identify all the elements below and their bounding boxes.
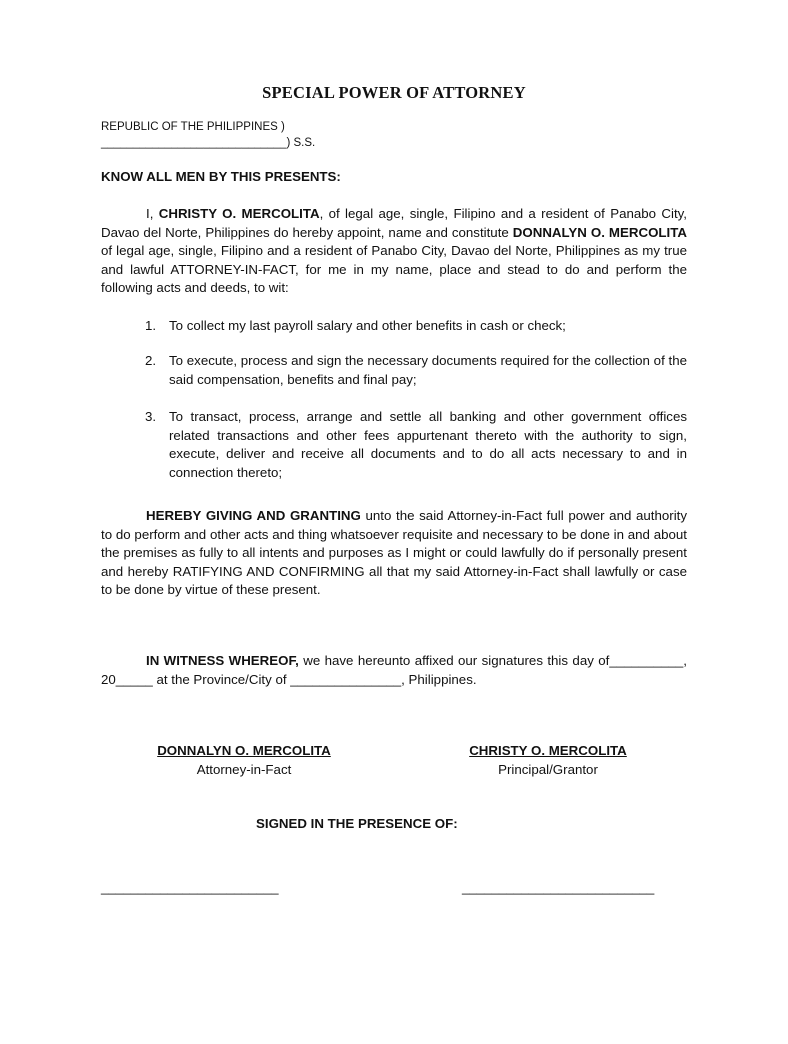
list-item-text: To collect my last payroll salary and other benefits in cash or check;: [169, 318, 566, 333]
witness-paragraph: [101, 652, 687, 689]
signatory-name: CHRISTY O. MERCOLITA: [469, 743, 627, 758]
signature-block-attorney: [104, 742, 384, 779]
venue-ss: _____________________________) S.S.: [101, 137, 316, 149]
attorney-name: DONNALYN O. MERCOLITA: [512, 224, 687, 240]
venue-republic: REPUBLIC OF THE PHILIPPINES ): [101, 121, 285, 133]
witness-text: we have hereunto affixed our signatures this day of__________, 20_____ at the Province/City of _______________, Philippines.: [101, 653, 687, 687]
witness-signature-line-1: ________________________: [101, 880, 279, 895]
signatory-role: Principal/Grantor: [498, 761, 598, 777]
list-item-number: 3.: [145, 409, 157, 424]
signatory-role: Attorney-in-Fact: [196, 761, 292, 777]
list-item-text: To execute, process and sign the necessary documents required for the collection of the said compensation, benefits and final pay;: [169, 353, 687, 387]
intro-prefix: I,: [146, 206, 159, 221]
intro-paragraph: [101, 205, 687, 298]
granting-heading: HEREBY GIVING AND GRANTING: [146, 508, 361, 523]
presence-label: SIGNED IN THE PRESENCE OF:: [256, 816, 458, 831]
list-item: [145, 317, 687, 336]
list-item: [145, 408, 687, 482]
granting-paragraph: [101, 507, 687, 600]
intro-rest: of legal age, single, Filipino and a resident of Panabo City, Davao del Norte, Philippines as my true and lawful ATTORNEY-IN-FACT, for me in my name, place and stead to do and perform the following acts and deeds, to wit:: [101, 243, 687, 296]
witness-heading: IN WITNESS WHEREOF,: [146, 653, 299, 668]
list-item-number: 2.: [145, 353, 157, 368]
signatory-name: DONNALYN O. MERCOLITA: [157, 743, 331, 758]
greeting: KNOW ALL MEN BY THIS PRESENTS:: [101, 169, 341, 184]
document-title: SPECIAL POWER OF ATTORNEY: [262, 83, 526, 102]
granting-text: unto the said Attorney-in-Fact full power and authority to do perform and other acts and thing whatsoever requisite and necessary to be done in and about the premises as fully to all intents and purposes as I might or could lawfully do if personally present and hereby RATIFYING AND CONFIRMING all that my said Attorney-in-Fact shall lawfully or case to be done by virtue of these present.: [101, 508, 688, 598]
intro-mid: , of legal age, single, Filipino and a resident of Panabo City, Davao del Norte, Philippines do hereby appoint, name and constitute: [101, 206, 687, 240]
list-item-text: To transact, process, arrange and settle all banking and other government offices related transactions and other fees appurtenant thereto with the authority to sign, execute, deliver and receive all documents and to do all acts necessary to and in connection thereto;: [169, 409, 687, 480]
list-item: [145, 352, 687, 389]
witness-signature-line-2: __________________________: [462, 880, 655, 895]
principal-name: CHRISTY O. MERCOLITA: [158, 206, 320, 221]
signature-block-principal: [408, 742, 688, 779]
list-item-number: 1.: [145, 318, 157, 333]
